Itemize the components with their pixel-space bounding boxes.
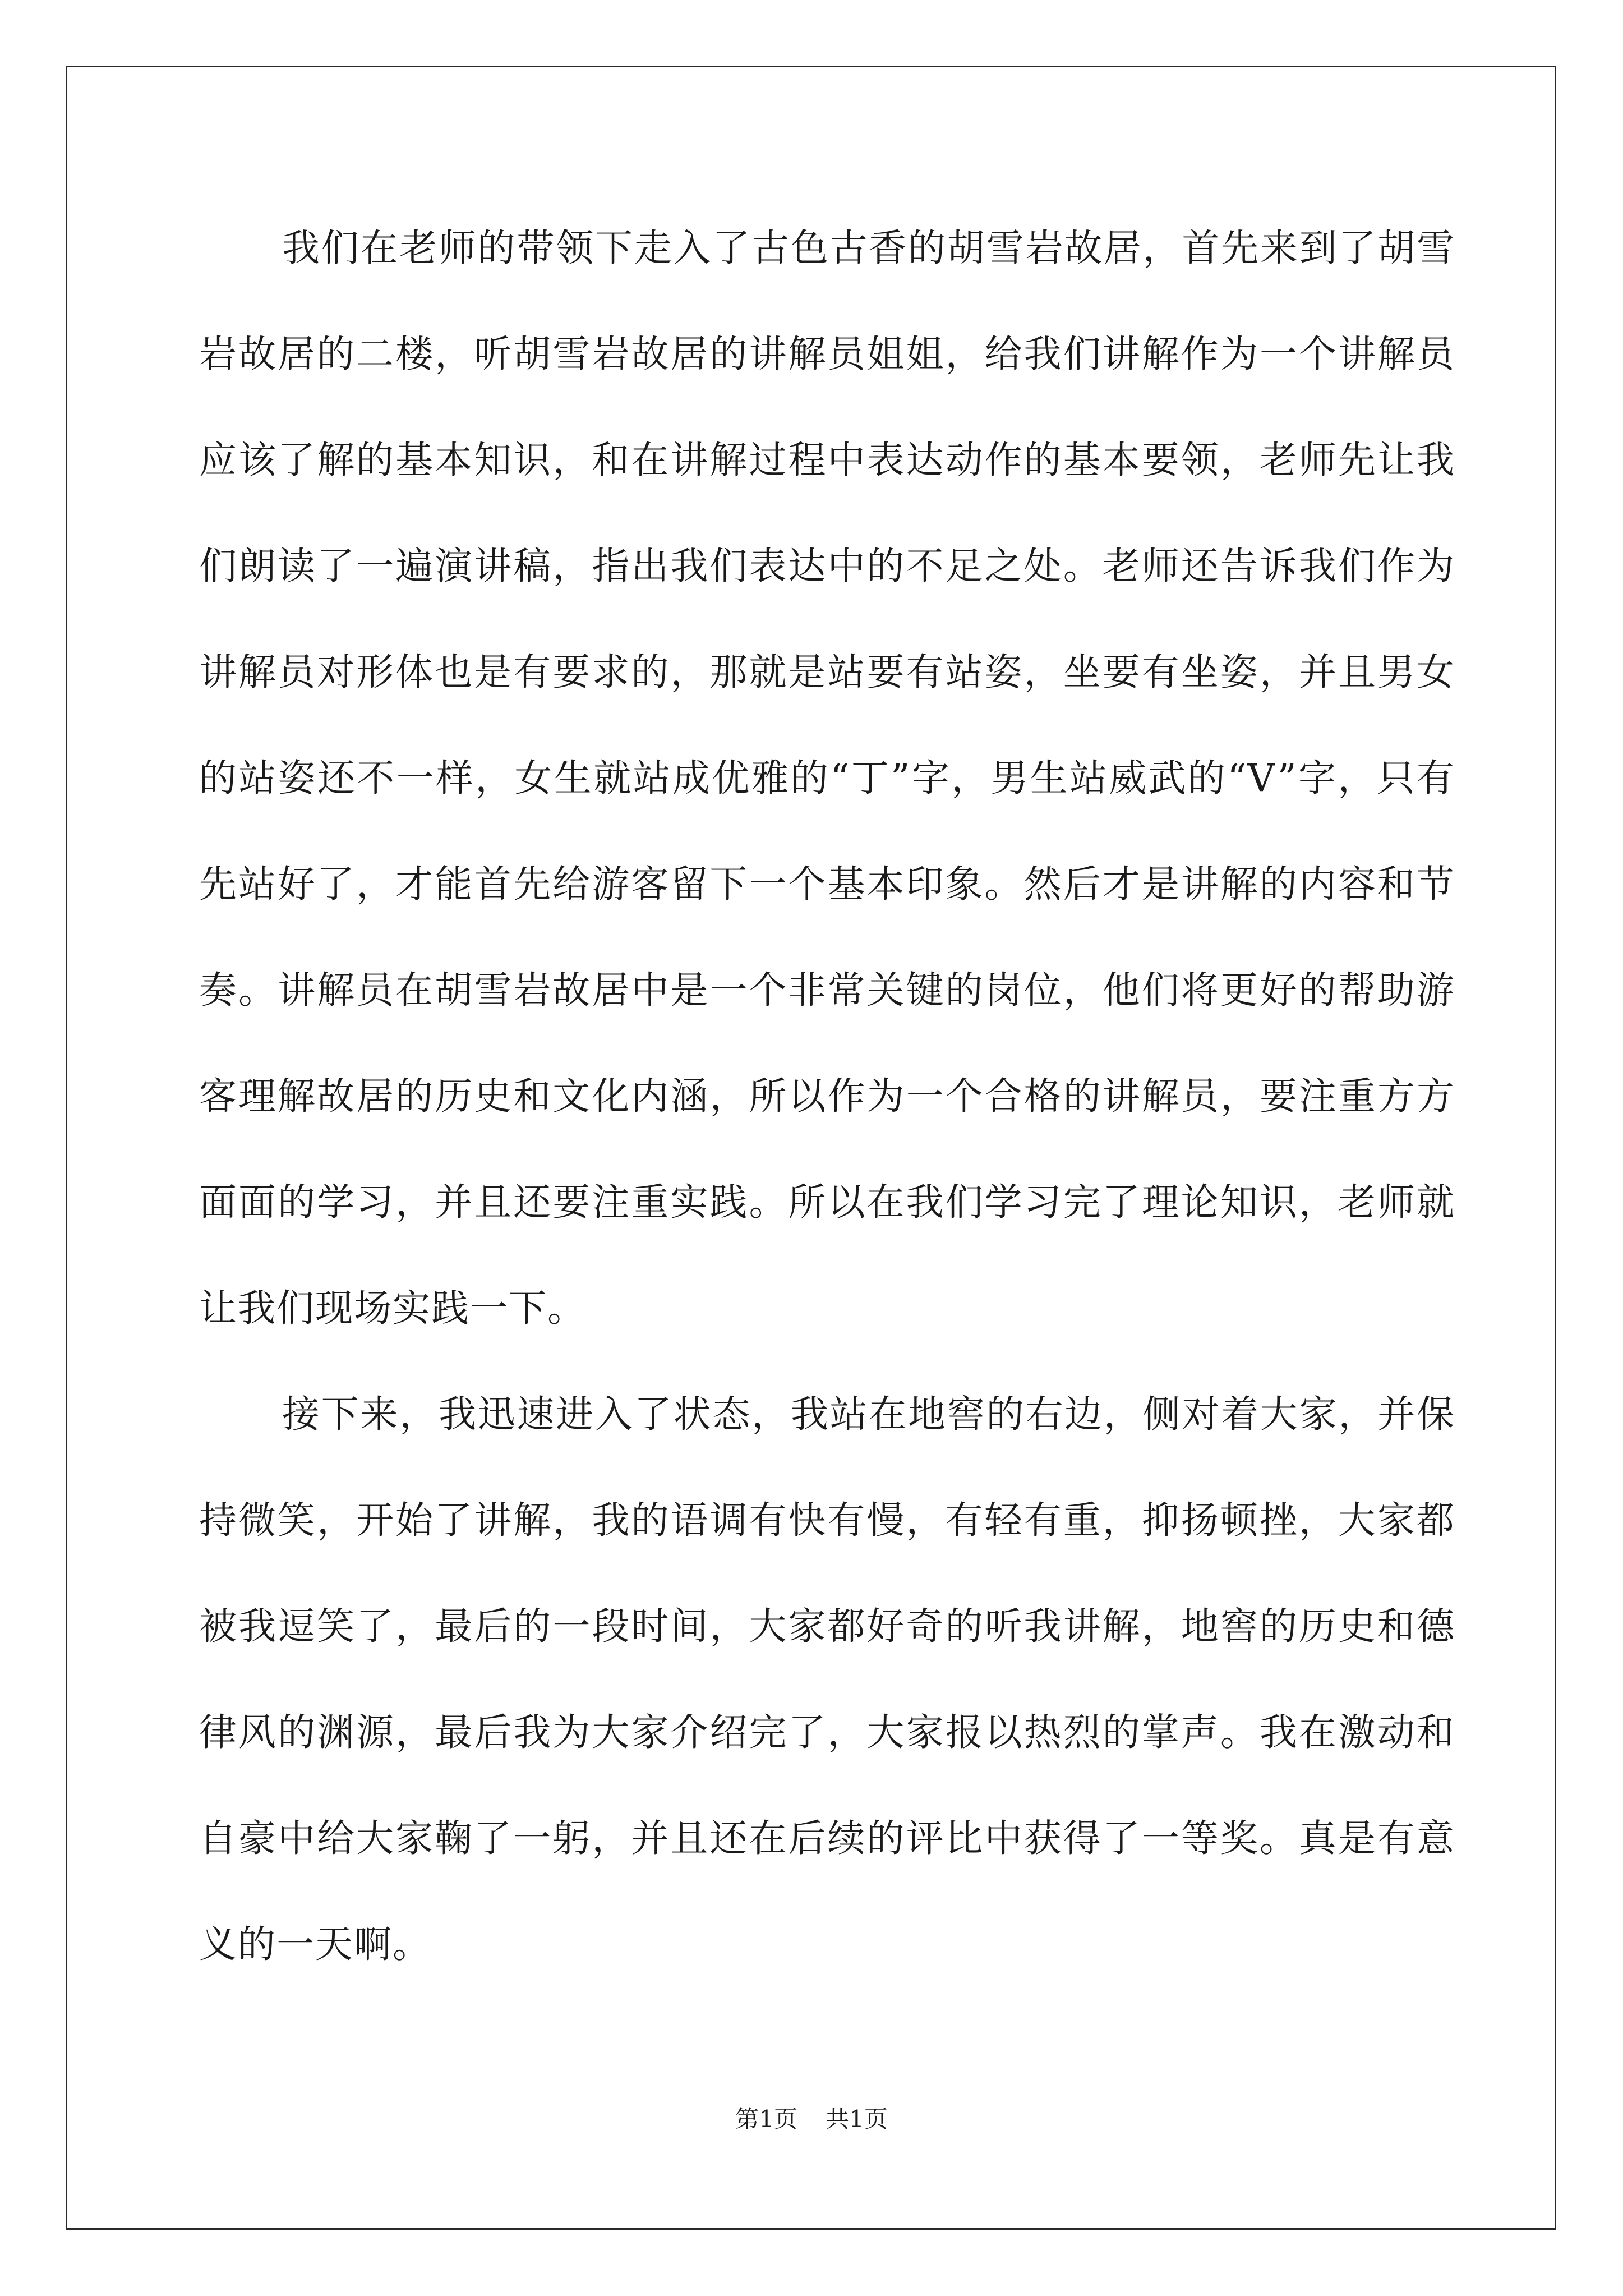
document-body xyxy=(199,195,1455,1998)
page-footer xyxy=(0,2102,1623,2136)
paragraph-2: 接下来，我迅速进入了状态，我站在地窖的右边，侧对着大家，并保持微笑，开始了讲解，我的语调有快有慢，有轻有重，抑扬顿挫，大家都被我逗笑了，最后的一段时间，大家都好奇的听我讲解，地窖的历史和德律风的渊源，最后我为大家介绍完了，大家报以热烈的掌声。我在激动和自豪中给大家鞠了一躬，并且还在后续的评比中获得了一等奖。真是有意义的一天啊。 xyxy=(199,1392,1455,1966)
page-number-current: 第1页 xyxy=(735,2105,797,2133)
page-number-total: 共1页 xyxy=(826,2105,888,2133)
paragraph-1: 我们在老师的带领下走入了古色古香的胡雪岩故居，首先来到了胡雪岩故居的二楼，听胡雪岩故居的讲解员姐姐，给我们讲解作为一个讲解员应该了解的基本知识，和在讲解过程中表达动作的基本要领，老师先让我们朗读了一遍演讲稿，指出我们表达中的不足之处。老师还告诉我们作为讲解员对形体也是有要求的，那就是站要有站姿，坐要有坐姿，并且男女的站姿还不一样，女生就站成优雅的“丁”字，男生站威武的“V”字，只有先站好了，才能首先给游客留下一个基本印象。然后才是讲解的内容和节奏。讲解员在胡雪岩故居中是一个非常关键的岗位，他们将更好的帮助游客理解故居的历史和文化内涵，所以作为一个合格的讲解员，要注重方方面面的学习，并且还要注重实践。所以在我们学习完了理论知识，老师就让我们现场实践一下。 xyxy=(199,226,1455,1330)
